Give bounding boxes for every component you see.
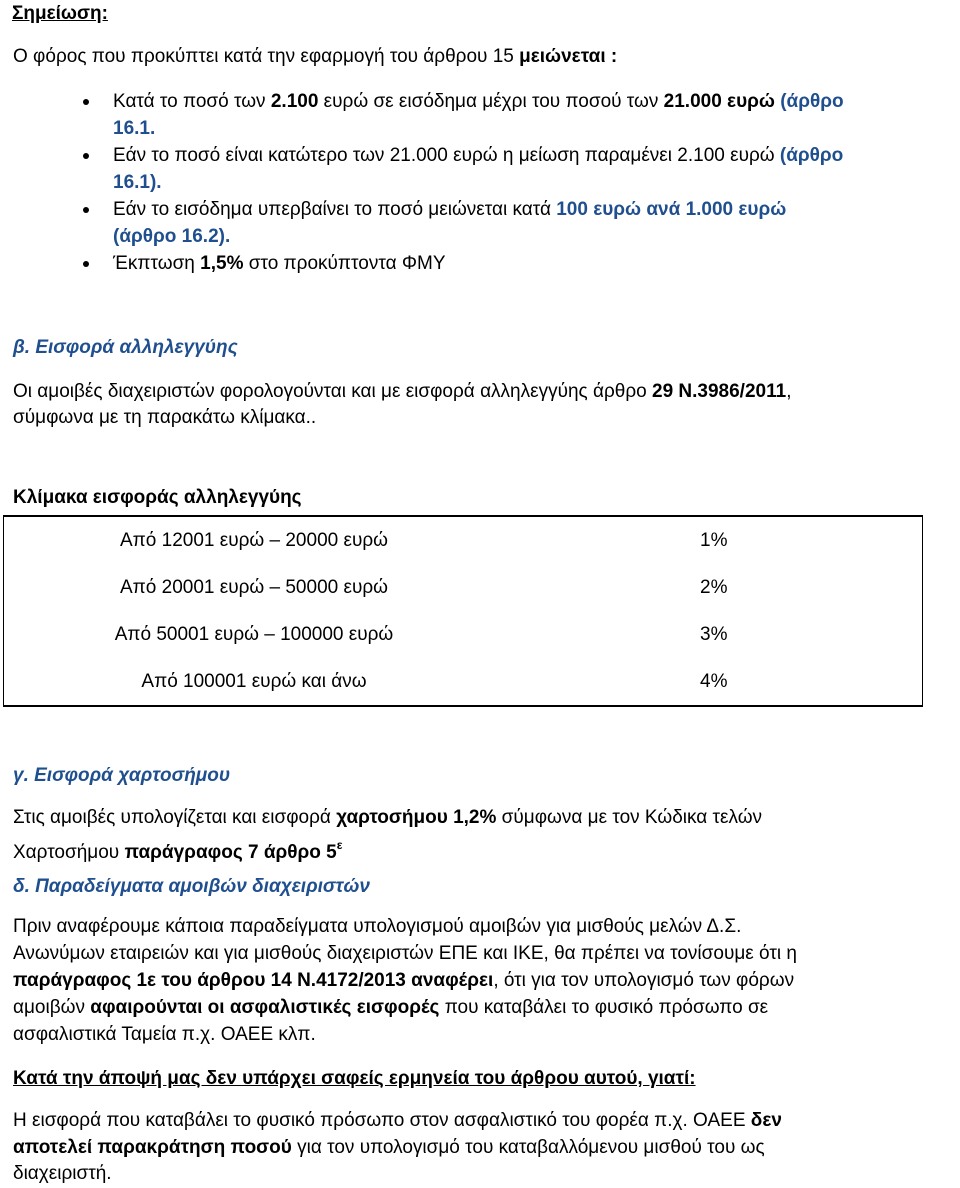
section-b-text-line-2: σύμφωνα με τη παρακάτω κλίμακα.. xyxy=(13,407,317,428)
section-d-text-line-1: Πριν αναφέρουμε κάποια παραδείγματα υπολογισμού αμοιβών για μισθούς μελών Δ.Σ. xyxy=(13,916,742,937)
text-blue: (άρθρο xyxy=(779,145,844,166)
text: σύμφωνα με τον Κώδικα τελών xyxy=(496,807,763,828)
table-row xyxy=(4,658,923,706)
bullet-3-line-2: (άρθρο 16.2). xyxy=(113,226,231,247)
table-row xyxy=(4,611,923,658)
text: , xyxy=(786,381,792,402)
table-cell-range: Από 20001 ευρώ – 50000 ευρώ xyxy=(4,564,505,611)
bullet-3-line-1 xyxy=(113,198,786,222)
text: Στις αμοιβές υπολογίζεται και εισφορά xyxy=(13,807,337,828)
table-row xyxy=(4,564,923,611)
text-bold: 2.100 xyxy=(270,91,319,112)
text-bold: παράγραφος 7 άρθρο 5 xyxy=(124,842,337,863)
text: Κατά το ποσό των xyxy=(113,91,271,112)
section-b-heading: β. Εισφορά αλληλεγγύης xyxy=(13,337,238,358)
text: Οι αμοιβές διαχειριστών φορολογούνται και με εισφορά αλληλεγγύης άρθρο xyxy=(13,381,652,402)
bullet-1-line-1 xyxy=(113,90,844,114)
text-blue: 100 ευρώ ανά 1.000 ευρώ xyxy=(556,199,787,220)
bullet-2-line-1 xyxy=(113,144,843,168)
table-cell-rate: 2% xyxy=(504,564,923,611)
text: Χαρτοσήμου xyxy=(13,842,125,863)
table-cell-rate: 4% xyxy=(504,658,923,706)
section-c-text-line-2 xyxy=(13,833,342,865)
table-cell-rate: 3% xyxy=(504,611,923,658)
section-d-text-line-2: Ανωνύμων εταιρειών και για μισθούς διαχειριστών ΕΠΕ και ΙΚΕ, θα πρέπει να τονίσουμε ότι η xyxy=(13,943,797,964)
text-bold: χαρτοσήμου 1,2% xyxy=(336,807,497,828)
note-intro xyxy=(13,45,617,69)
text-bold: αποτελεί παρακράτηση ποσού xyxy=(13,1137,292,1158)
text: Εάν το εισόδημα υπερβαίνει το ποσό μειώνεται κατά xyxy=(113,199,557,220)
text-bold: αφαιρούνται οι ασφαλιστικές εισφορές xyxy=(90,997,440,1018)
bullet-icon xyxy=(83,153,89,159)
section-c-heading: γ. Εισφορά χαρτοσήμου xyxy=(13,765,231,786)
note-title: Σημείωση: xyxy=(12,3,108,24)
bullet-icon xyxy=(83,99,89,105)
bullet-2-line-2: 16.1). xyxy=(113,172,162,193)
text-bold: 21.000 ευρώ xyxy=(663,91,775,112)
table-cell-range: Από 100001 ευρώ και άνω xyxy=(4,658,505,706)
bullet-icon xyxy=(83,261,89,267)
text-bold: παράγραφος 1ε του άρθρου 14 Ν.4172/2013 αναφέρει xyxy=(13,970,494,991)
text: στο προκύπτοντα ΦΜΥ xyxy=(243,253,446,274)
section-c-text-line-1 xyxy=(13,806,762,830)
table-cell-range: Από 50001 ευρώ – 100000 ευρώ xyxy=(4,611,505,658)
opinion-heading: Κατά την άποψή μας δεν υπάρχει σαφείς ερμηνεία του άρθρου αυτού, γιατί: xyxy=(13,1068,696,1089)
text: Εάν το ποσό είναι κατώτερο των 21.000 ευρώ η μείωση παραμένει 2.100 ευρώ xyxy=(113,145,780,166)
section-b-text-line-1 xyxy=(13,380,791,404)
text: Έκπτωση xyxy=(113,253,201,274)
table-cell-range: Από 12001 ευρώ – 20000 ευρώ xyxy=(4,516,505,564)
table-cell-rate: 1% xyxy=(504,516,923,564)
text-bold: δεν xyxy=(750,1110,782,1131)
text-bold: 1,5% xyxy=(200,253,244,274)
section-d-text-line-3 xyxy=(13,969,794,993)
bullet-icon xyxy=(83,207,89,213)
table-title: Κλίμακα εισφοράς αλληλεγγύης xyxy=(13,487,302,508)
superscript: ε xyxy=(336,838,343,852)
opinion-text-line-1 xyxy=(13,1109,782,1133)
bullet-1-line-2: 16.1. xyxy=(113,118,156,139)
note-intro-bold: μειώνεται : xyxy=(519,46,618,67)
section-d-text-line-4 xyxy=(13,996,768,1020)
text: για τον υπολογισμό του καταβαλλόμενου μισθού του ως xyxy=(291,1137,765,1158)
solidarity-scale-table xyxy=(3,515,923,707)
text-blue: (άρθρο xyxy=(774,91,844,112)
opinion-text-line-3: διαχειριστή. xyxy=(13,1163,112,1184)
note-intro-text: Ο φόρος που προκύπτει κατά την εφαρμογή του άρθρου 15 xyxy=(13,46,520,67)
text: που καταβάλει το φυσικό πρόσωπο σε xyxy=(439,997,769,1018)
section-d-text-line-5: ασφαλιστικά Ταμεία π.χ. ΟΑΕΕ κλπ. xyxy=(13,1024,316,1045)
opinion-text-line-2 xyxy=(13,1136,765,1160)
section-d-heading: δ. Παραδείγματα αμοιβών διαχειριστών xyxy=(13,876,370,897)
text: Η εισφορά που καταβάλει το φυσικό πρόσωπο στον ασφαλιστικό του φορέα π.χ. ΟΑΕΕ xyxy=(13,1110,751,1131)
text: αμοιβών xyxy=(13,997,91,1018)
text: , ότι για τον υπολογισμό των φόρων xyxy=(493,970,795,991)
table-row xyxy=(4,516,923,564)
text: ευρώ σε εισόδημα μέχρι του ποσού των xyxy=(318,91,664,112)
text-bold: 29 Ν.3986/2011 xyxy=(652,381,787,402)
bullet-4-line-1 xyxy=(113,252,446,276)
